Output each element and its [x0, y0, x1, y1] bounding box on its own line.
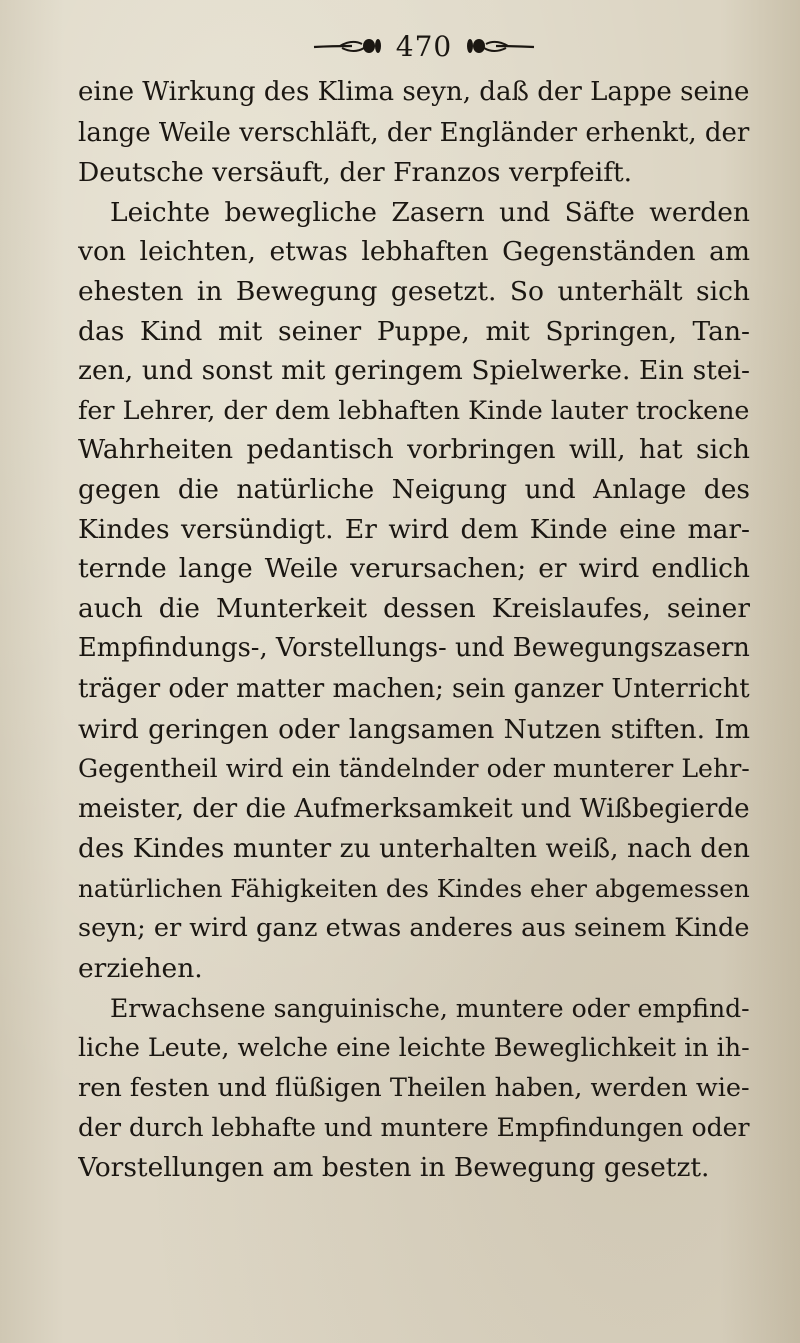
text-line: ternde lange Weile verursachen; er wird endlich	[78, 553, 750, 585]
text-line: liche Leute, welche eine leichte Beweglichkeit in ih-	[78, 1032, 750, 1063]
text-line: ehesten in Bewegung gesetzt. So unterhält sich	[78, 275, 750, 307]
text-line: seyn; er wird ganz etwas anderes aus seinem Kinde	[78, 913, 750, 944]
page-header	[98, 20, 750, 72]
text-line: Kindes versündigt. Er wird dem Kinde eine mar-	[78, 513, 750, 545]
text-line: Empfindungs-, Vorstellungs- und Bewegungszasern	[78, 633, 750, 664]
paragraph-1	[78, 72, 750, 193]
text-line: natürlichen Fähigkeiten des Kindes eher abgemessen	[78, 873, 750, 903]
text-line: Wahrheiten pedantisch vorbringen will, hat sich	[78, 434, 750, 466]
fleuron-left-icon	[312, 35, 382, 57]
text-line: ren festen und flüßigen Theilen haben, werden wie-	[78, 1072, 750, 1103]
text-line: Gegentheil wird ein tändelnder oder munterer Lehr-	[78, 754, 750, 784]
page-number: 470	[395, 29, 453, 63]
paragraph-2	[78, 193, 750, 989]
paragraph-3	[78, 989, 750, 1188]
text-line: lange Weile verschläft, der Engländer erhenkt, der	[78, 117, 750, 148]
text-line: eine Wirkung des Klima seyn, daß der Lappe seine	[78, 77, 750, 107]
text-line: der durch lebhafte und muntere Empfindungen oder	[78, 1113, 750, 1143]
text-line: Deutsche versäuft, der Franzos verpfeift.	[78, 157, 633, 189]
text-line: Leichte bewegliche Zasern und Säfte werden	[110, 196, 750, 228]
text-line: fer Lehrer, der dem lebhaften Kinde lauter trockene	[78, 394, 750, 425]
text-line: Vorstellungen am besten in Bewegung gesetzt.	[78, 1152, 710, 1184]
text-line: von leichten, etwas lebhaften Gegenständen am	[78, 236, 750, 268]
text-line: das Kind mit seiner Puppe, mit Springen, Tan-	[78, 315, 750, 347]
body-text	[78, 72, 750, 1188]
text-line: gegen die natürliche Neigung und Anlage des	[78, 473, 750, 505]
text-line: des Kindes munter zu unterhalten weiß, nach den	[78, 833, 750, 865]
text-line: Erwachsene sanguinische, muntere oder empfind-	[110, 993, 750, 1023]
text-line: meister, der die Aufmerksamkeit und Wißbegierde	[78, 793, 750, 824]
text-line: wird geringen oder langsamen Nutzen stiften. Im	[78, 713, 750, 745]
text-line: zen, und sonst mit geringem Spielwerke. Ein stei-	[78, 355, 750, 387]
text-line: träger oder matter machen; sein ganzer Unterricht	[78, 673, 750, 704]
text-line: erziehen.	[78, 953, 203, 985]
fleuron-right-icon	[466, 35, 536, 57]
text-line: auch die Munterkeit dessen Kreislaufes, seiner	[78, 592, 750, 624]
